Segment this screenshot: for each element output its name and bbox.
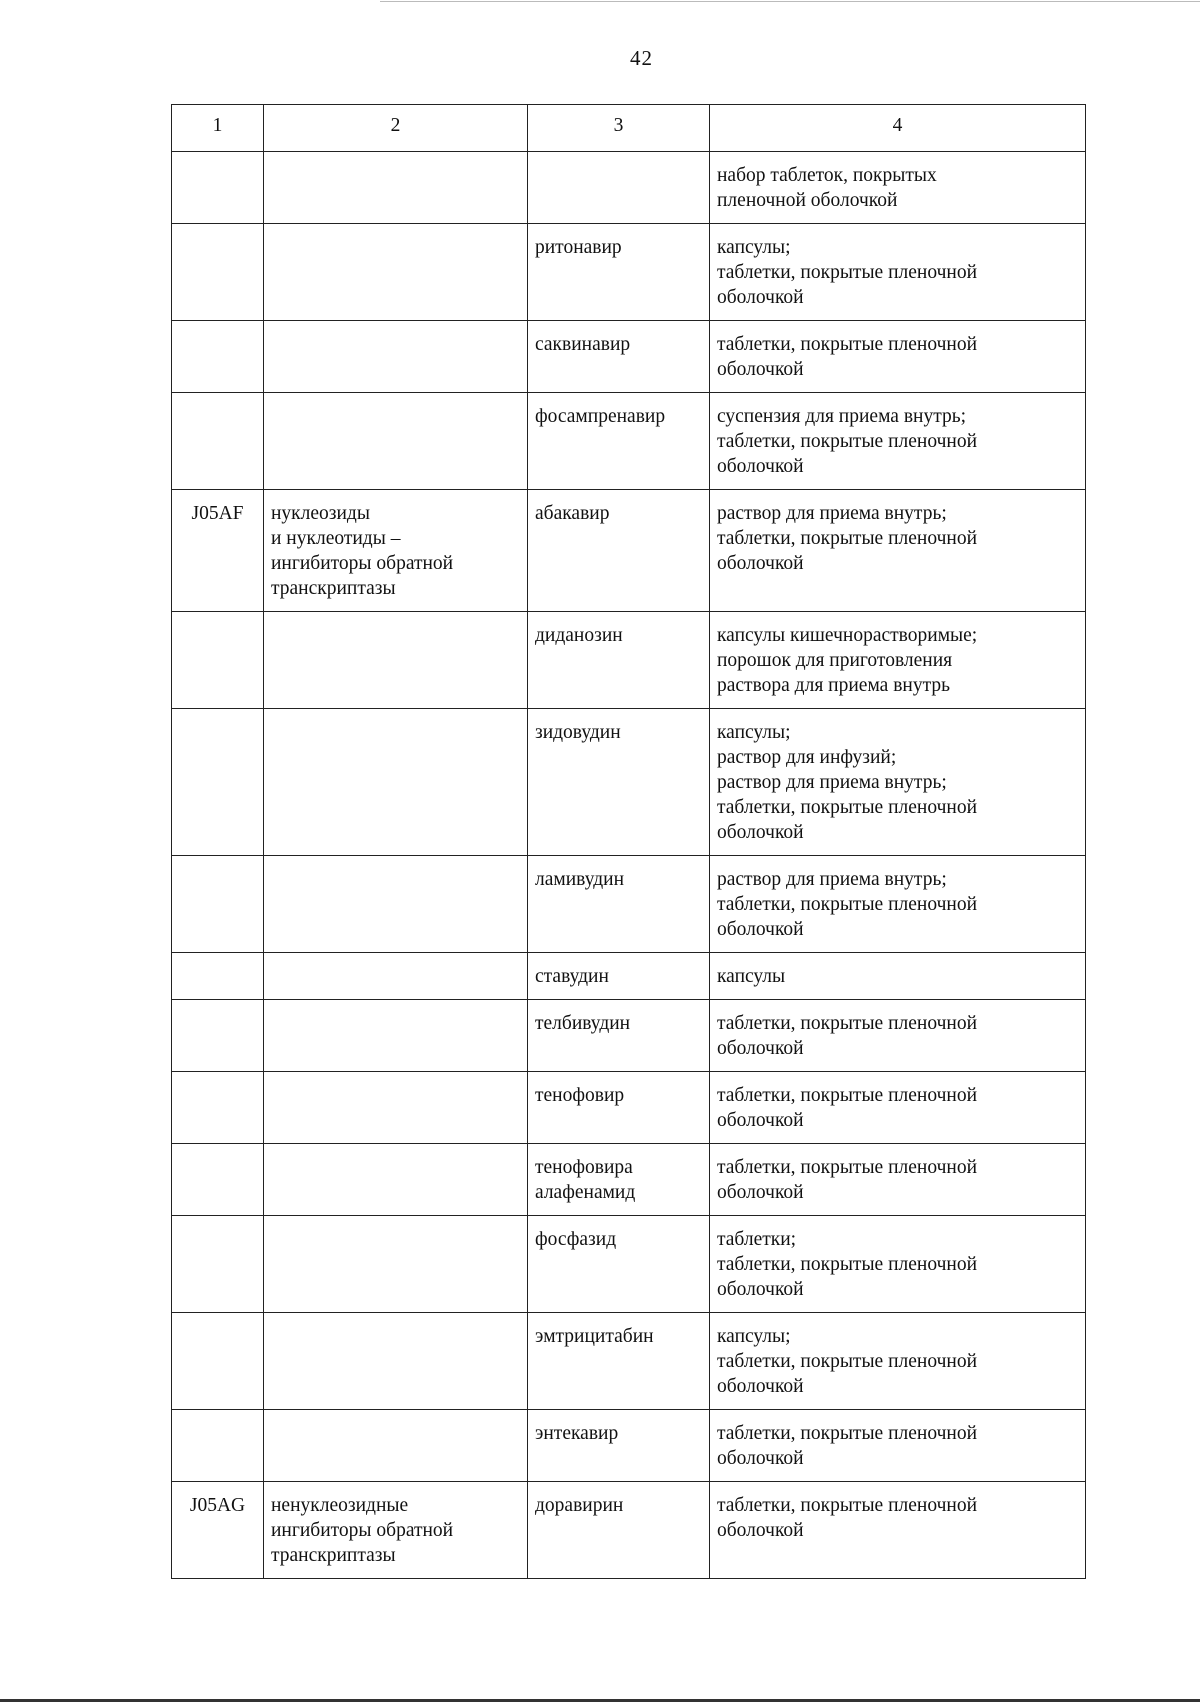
group-name-cell [264, 1144, 528, 1216]
atc-code-cell [172, 612, 264, 709]
column-header-4: 4 [710, 105, 1086, 152]
table-row [172, 709, 1086, 856]
table-row [172, 856, 1086, 953]
table-row [172, 490, 1086, 612]
dosage-forms-cell: раствор для приема внутрь; таблетки, покрытые пленочной оболочкой [710, 856, 1086, 953]
group-name-cell [264, 1410, 528, 1482]
drug-name-cell: фосампренавир [528, 393, 710, 490]
group-name-cell [264, 612, 528, 709]
drug-name-cell: абакавир [528, 490, 710, 612]
atc-code-cell [172, 1216, 264, 1313]
drug-name-cell: доравирин [528, 1482, 710, 1579]
atc-code-cell [172, 1144, 264, 1216]
drug-name-cell: телбивудин [528, 1000, 710, 1072]
column-header-2: 2 [264, 105, 528, 152]
dosage-forms-cell: капсулы; таблетки, покрытые пленочной оболочкой [710, 224, 1086, 321]
group-name-cell [264, 321, 528, 393]
group-name-cell [264, 1000, 528, 1072]
dosage-forms-cell: таблетки; таблетки, покрытые пленочной оболочкой [710, 1216, 1086, 1313]
group-name-cell [264, 1313, 528, 1410]
group-name-cell [264, 1216, 528, 1313]
atc-code-cell [172, 953, 264, 1000]
drug-name-cell: зидовудин [528, 709, 710, 856]
table-row [172, 1482, 1086, 1579]
drug-name-cell: ламивудин [528, 856, 710, 953]
column-header-3: 3 [528, 105, 710, 152]
group-name-cell [264, 709, 528, 856]
drug-name-cell: ритонавир [528, 224, 710, 321]
atc-code-cell [172, 224, 264, 321]
atc-code-cell [172, 856, 264, 953]
drug-table [171, 104, 1086, 1579]
dosage-forms-cell: раствор для приема внутрь; таблетки, покрытые пленочной оболочкой [710, 490, 1086, 612]
atc-code-cell [172, 1072, 264, 1144]
table-row [172, 321, 1086, 393]
table-row [172, 953, 1086, 1000]
drug-name-cell: диданозин [528, 612, 710, 709]
atc-code-cell [172, 152, 264, 224]
dosage-forms-cell: суспензия для приема внутрь; таблетки, покрытые пленочной оболочкой [710, 393, 1086, 490]
dosage-forms-cell: таблетки, покрытые пленочной оболочкой [710, 321, 1086, 393]
drug-name-cell: тенофовира алафенамид [528, 1144, 710, 1216]
group-name-cell [264, 152, 528, 224]
table-row [172, 612, 1086, 709]
drug-name-cell: саквинавир [528, 321, 710, 393]
column-header-1: 1 [172, 105, 264, 152]
page-number: 42 [630, 46, 653, 70]
group-name-cell [264, 856, 528, 953]
table-row [172, 1410, 1086, 1482]
group-name-cell [264, 393, 528, 490]
dosage-forms-cell: набор таблеток, покрытых пленочной оболочкой [710, 152, 1086, 224]
table-row [172, 152, 1086, 224]
group-name-cell [264, 1072, 528, 1144]
dosage-forms-cell: капсулы [710, 953, 1086, 1000]
atc-code-cell [172, 709, 264, 856]
atc-code-cell [172, 1313, 264, 1410]
dosage-forms-cell: капсулы; раствор для инфузий; раствор для приема внутрь; таблетки, покрытые пленочной оболочкой [710, 709, 1086, 856]
drug-name-cell [528, 152, 710, 224]
atc-code-cell: J05AF [172, 490, 264, 612]
drug-name-cell: энтекавир [528, 1410, 710, 1482]
atc-code-cell [172, 1000, 264, 1072]
table-row [172, 224, 1086, 321]
dosage-forms-cell: таблетки, покрытые пленочной оболочкой [710, 1000, 1086, 1072]
table-row [172, 393, 1086, 490]
table-header-row [172, 105, 1086, 152]
drug-name-cell: эмтрицитабин [528, 1313, 710, 1410]
scan-bottom-edge [0, 1699, 1200, 1702]
dosage-forms-cell: капсулы; таблетки, покрытые пленочной оболочкой [710, 1313, 1086, 1410]
group-name-cell [264, 953, 528, 1000]
dosage-forms-cell: таблетки, покрытые пленочной оболочкой [710, 1410, 1086, 1482]
atc-code-cell: J05AG [172, 1482, 264, 1579]
scan-top-edge [380, 1, 1200, 2]
table-row [172, 1144, 1086, 1216]
group-name-cell: нуклеозиды и нуклеотиды – ингибиторы обратной транскриптазы [264, 490, 528, 612]
group-name-cell [264, 224, 528, 321]
dosage-forms-cell: таблетки, покрытые пленочной оболочкой [710, 1072, 1086, 1144]
group-name-cell: ненуклеозидные ингибиторы обратной транскриптазы [264, 1482, 528, 1579]
drug-name-cell: тенофовир [528, 1072, 710, 1144]
table-row [172, 1313, 1086, 1410]
atc-code-cell [172, 1410, 264, 1482]
drug-name-cell: фосфазид [528, 1216, 710, 1313]
table-row [172, 1000, 1086, 1072]
dosage-forms-cell: таблетки, покрытые пленочной оболочкой [710, 1482, 1086, 1579]
table-row [172, 1072, 1086, 1144]
atc-code-cell [172, 321, 264, 393]
atc-code-cell [172, 393, 264, 490]
drug-name-cell: ставудин [528, 953, 710, 1000]
table-row [172, 1216, 1086, 1313]
dosage-forms-cell: таблетки, покрытые пленочной оболочкой [710, 1144, 1086, 1216]
dosage-forms-cell: капсулы кишечнорастворимые; порошок для приготовления раствора для приема внутрь [710, 612, 1086, 709]
